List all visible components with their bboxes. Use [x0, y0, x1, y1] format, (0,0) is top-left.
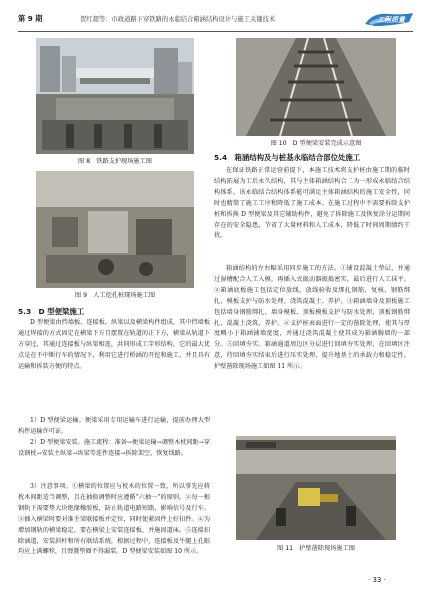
figure-9-photo: [36, 171, 194, 288]
section-5-3-paragraph-4: 3）注意事项。①横梁的位置应与枕木的位置一致，所以事先应将枕木间距适当调整，且在抽换调整时应遵循“六抽一”的原则。②每一根钢轨下需要垫大块绝缘橡胶板，防止轨道电路短路，影响信号及行车。③插入横梁时要对准主梁联接板并定位，同时使紧固件上好扣件。④为增加钢轨的横梁稳定，要在横梁上安装连接板，并施固道床。⑤连接扣除涵道，安装斜杆和所有联结系统，根据过程中，连接板及牛腿上孔眼均应上满螺栓，且弹簧垫圈不得漏装。D 型便梁安装如图 10 所示。: [18, 483, 210, 556]
running-title: 贺红超等：市政道路下穿铁路的永临结合箱涵结构设计与施工关键技术: [80, 16, 276, 23]
section-5-3-paragraph-1: D 型便梁由挡墙板、连接板、纵梁以及横梁构件组成，其中挡墙板通过焊接的方式固定在横梁下方且摆置在轨道的正下方，横梁从轨道下方穿过，其通过连接板与纵梁相连，共同形成工字形结构，它的最大优点是在不中断行车的情况下，利用它进行桥涵的开挖和施工，并且具有运输和拆装方便的特点。: [18, 319, 210, 370]
figure-10-caption: 图 10 D 型便梁安装完成示意图: [270, 140, 362, 147]
figure-8-caption: 图 8 铁路支护现场施工图: [78, 158, 152, 165]
logo-text: 工程质量: [377, 16, 405, 24]
header-rule: [18, 31, 413, 32]
section-5-4-paragraph-2: 箱涵结构的左右幅采用同步施工的方法。①铺设混凝土垫层，并通过湿槽配合人工入模，再插入式振动器振捣密实，最后进行人工抹平。②箱涵底板施工包括定位放线、放线验收及绑扎钢筋，复核、钢筋绑扎、模板支护与防水处理、浇筑混凝土、养护。③箱涵墙身及顶板施工包括墙身钢筋绑扎、墙身模板、顶板模板支护与防水处理、顶板钢筋绑扎、混凝土浇筑、养护。④支护桩表面进行一定的凿除处理，使其与厚度概小于箱涵铺墙宽度，并通过浇筑混凝土使其成为箱涵胸墙的一部分。⑤回填夯实。箱涵通道周边区分层进行回填夯实处理，在回填区注意，待回填夯实结束后进行压实处理，提升地基土的承载力和稳定性。护壁凿除现场施工如图 11 所示。: [214, 265, 410, 371]
figure-8-photo: [36, 38, 194, 154]
section-5-4-title: 5.4 箱涵结构及与桩基永临结合部位处施工: [214, 153, 361, 162]
figure-11-caption: 图 11 护壁凿除现场施工图: [277, 545, 355, 552]
page-header: [18, 10, 413, 30]
issue-number: 第 9 期: [18, 14, 43, 23]
section-5-3-paragraph-2: 1）D 型便梁运输。便梁采用专用运输车进行运输，提前办理大型构件运输许可证。: [18, 417, 210, 435]
figure-11-photo: [236, 436, 396, 540]
figure-9-caption: 图 9 人工挖孔桩现场施工图: [74, 292, 156, 299]
section-5-3-title: 5.3 D 型便梁施工: [18, 307, 85, 316]
page-number: · 33 ·: [368, 576, 386, 584]
section-5-4-paragraph-1: 在保证铁路正常运营前提下，本施工技术将支护桩由施工期的临时结构拓展为工后永久结构，其与主体箱涵结构合二为一形成永临结合结构体系。该永临结合结构体系能可满足主体箱涵结构的施工安全性，同时也精简了施工工序和降低了施工成本。在施工过程中不需要拆除支护桩和拆换 D 型便梁及其它辅助构件，避免了拆除施工及恢复涂分运期间存在的安全隐患，节省了大量材料和人工成本，降低了时间周期绩约干扰。: [214, 167, 410, 240]
journal-logo: [363, 10, 415, 28]
section-5-3-paragraph-3: 2）D 型便梁安装。施工流程：准备→便梁运输→调整木枕间距→穿设钢枕→安装主纵梁→纵梁等连件连接→拆除架空、恢复线路。: [18, 439, 210, 457]
figure-10-photo: [236, 38, 396, 136]
